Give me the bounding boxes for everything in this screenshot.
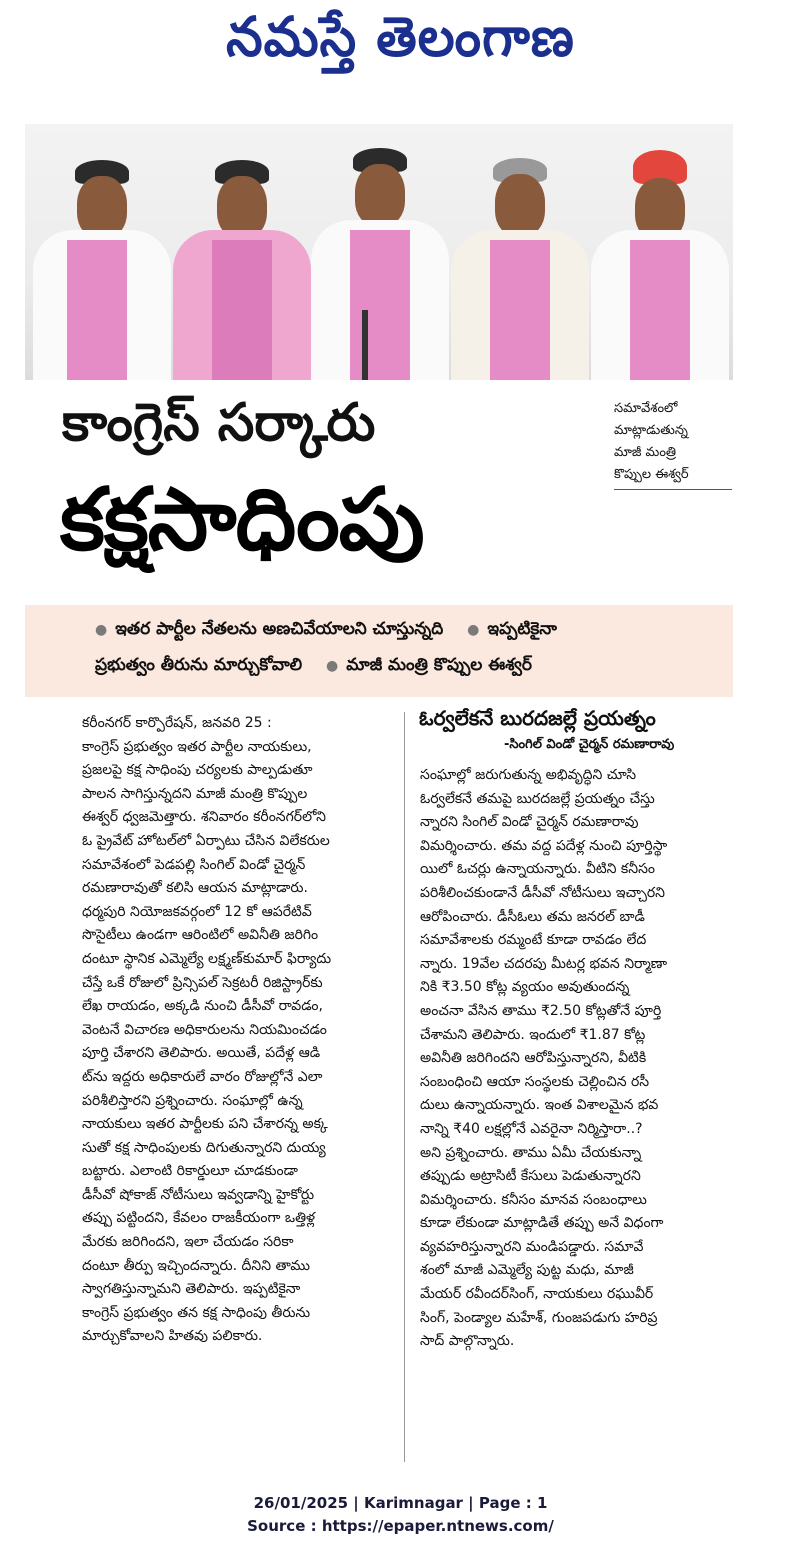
caption-line: మాట్లాడుతున్న <box>614 423 688 438</box>
text-line: రమణారావుతో కలిసి ఆయన మాట్లాడారు. <box>82 880 308 897</box>
text-line: నాయకులు ఇతర పార్టీలకు పని చేశారన్న అక్క <box>82 1116 328 1133</box>
text-line: కాంగ్రెస్ ప్రభుత్వం తన కక్ష సాధింపు తీరును <box>82 1304 311 1321</box>
text-line: సమావేశాలకు రమ్మంటే కూడా రావడం లేద <box>420 932 647 949</box>
text-line: పూర్తి చేశారని తెలిపారు. అయితే, పదేళ్ల ఆడి <box>82 1045 321 1062</box>
column-divider <box>404 712 405 1462</box>
text-line: ఈశ్వర్ ధ్వజమెత్తారు. శనివారం కరీంనగర్‌లోని <box>82 809 326 826</box>
text-line: విమర్శించారు. కనీసం మానవ సంబంధాలు <box>420 1191 647 1208</box>
text-line: దంటూ స్థానిక ఎమ్మెల్యే లక్ష్మణ్‌కుమార్ ఫిర్యాదు <box>82 950 332 967</box>
text-line: నాన్ని ₹40 లక్షల్లోనే ఎవరైనా నిర్మిస్తారా..? <box>420 1120 643 1137</box>
microphone <box>362 310 368 380</box>
photo-caption <box>614 398 734 486</box>
news-photo <box>25 124 733 380</box>
text-line: విమర్శించారు. తమ వద్ద పదేళ్ల నుంచి పూర్తిస్థా <box>420 837 668 854</box>
text-line: మార్చుకోవాలని హితవు పలికారు. <box>82 1328 263 1345</box>
text-line: వెంటనే విచారణ అధికారులను నియమించడం <box>82 1021 327 1038</box>
text-line: అని ప్రశ్నించారు. తాము ఏమీ చేయకున్నా <box>420 1144 642 1161</box>
article-body-left <box>82 712 394 1349</box>
footer-source-link[interactable]: Source : https://epaper.ntnews.com/ <box>247 1517 554 1535</box>
text-line: సంఘాల్లో జరుగుతున్న అభివృద్ధిని చూసి <box>420 767 637 783</box>
bullet-icon: ● <box>467 622 480 638</box>
text-line: ఓర్వలేకనే తమపై బురదజల్లే ప్రయత్నం చేస్తు <box>420 790 655 807</box>
masthead-logo: నమస్తే తెలంగాణ <box>226 6 575 70</box>
text-line: నికి ₹3.50 కోట్ల వ్యయం అవుతుందన్న <box>420 979 630 996</box>
text-line: తప్పుడు అట్రాసిటీ కేసులు పెడుతున్నారని <box>420 1168 641 1185</box>
subhead-line-1: ● ఇతర పార్టీల నేతలను అణచివేయాలని చూస్తున్నది ● ఇప్పటికైనా <box>95 619 557 639</box>
text-line: సంబంధించి ఆయా సంస్థలకు చెల్లించిన రసీ <box>420 1073 650 1090</box>
text-line: సాద్ పాల్గొన్నారు. <box>420 1333 515 1350</box>
text-line: ధర్మపురి నియోజకవర్గంలో 12 కో ఆపరేటివ్ <box>82 903 312 920</box>
text-line: సుతో కక్ష సాధింపులకు దిగుతున్నారని దుయ్య <box>82 1139 326 1156</box>
text-line: సింగ్, పెండ్యాల మహేశ్, గుంజపడుగు హరిప్ర <box>420 1309 658 1326</box>
text-line: ప్రజలపై కక్ష సాధింపు చర్యలకు పాల్పడుతూ <box>82 762 313 779</box>
text-line: మేరకు జరిగిందని, ఇలా చేయడం సరికా <box>82 1234 294 1251</box>
text-line: యిలో ఓచర్లు ఉన్నాయన్నారు. వీటిని కనీసం <box>420 861 655 878</box>
text-line: ఆరోపించారు. డీసీఓలు తమ జనరల్ బాడీ <box>420 908 645 925</box>
text-line: దంటూ తీర్పు ఇచ్చిందన్నారు. దీనిని తాము <box>82 1257 311 1274</box>
side-story-byline: -సింగిల్ విండో చైర్మన్ రమణారావు <box>504 737 675 752</box>
text-line: సమావేశంలో పెడపల్లి సింగిల్ విండో చైర్మన్ <box>82 856 306 873</box>
footer-dateline: 26/01/2025 | Karimnagar | Page : 1 <box>253 1494 548 1512</box>
text-line: స్వాగతిస్తున్నామని తెలిపారు. ఇప్పటికైనా <box>82 1281 301 1298</box>
text-line: డీసీవో షోకాజ్ నోటీసులు ఇవ్వడాన్ని హైకోర్టు <box>82 1186 315 1203</box>
text-line: ట్‌ను ఇద్దరు అధికారులే వారం రోజుల్లోనే ఎలా <box>82 1068 323 1085</box>
text-line: కాంగ్రెస్ ప్రభుత్వం ఇతర పార్టీల నాయకులు, <box>82 738 312 755</box>
caption-rule <box>614 489 732 490</box>
text-line: న్నారు. 19వేల చదరపు మీటర్ల భవన నిర్మాణా <box>420 955 668 972</box>
text-line: కూడా లేకుండా మాట్లాడితే తప్పు అనే విధంగా <box>420 1215 664 1232</box>
text-line: పాలన సాగిస్తున్నదని మాజీ మంత్రి కొప్పుల <box>82 785 308 802</box>
text-line: అంచనా వేసిన తాము ₹2.50 కోట్లతోనే పూర్తి <box>420 1002 662 1019</box>
text-line: పరిశీలిస్తారని ప్రశ్నించారు. సంఘాల్లో ఉన్న <box>82 1092 303 1109</box>
bullet-icon: ● <box>326 658 339 674</box>
text-line: దులు ఉన్నాయన్నారు. ఇంత విశాలమైన భవ <box>420 1097 659 1114</box>
bullet-icon: ● <box>95 622 108 638</box>
text-line: న్నారని సింగిల్ విండో చైర్మన్ రమణారావు <box>420 814 639 831</box>
text-line: వ్యవహరిస్తున్నారని మండిపడ్డారు. సమావే <box>420 1238 644 1255</box>
text-line: పరిశీలించకుండానే డీసీవో నోటీసులు ఇచ్చారని <box>420 884 666 901</box>
subhead-line-2: ప్రభుత్వం తీరును మార్చుకోవాలి ● మాజీ మంత్రి కొప్పుల ఈశ్వర్ <box>95 655 532 675</box>
text-line: చేస్తే ఒకే రోజులో ప్రిన్సిపల్ సెక్రటరీ రిజిస్ట్రార్‌కు <box>82 974 323 991</box>
text-line: లేఖ రాయడం, అక్కడి నుంచి డీసీవో రావడం, <box>82 998 323 1015</box>
headline-line-1: కాంగ్రెస్ సర్కారు <box>62 393 376 453</box>
text-line: చేశామని తెలిపారు. ఇందులో ₹1.87 కోట్ల <box>420 1026 646 1043</box>
subhead-box <box>25 605 733 697</box>
article-body-right <box>420 764 730 1354</box>
caption-line: మాజీ మంత్రి <box>614 445 677 460</box>
text-line: శంలో మాజీ ఎమ్మెల్యే పుట్ట మధు, మాజీ <box>420 1262 634 1279</box>
text-line: ఓ ప్రైవేట్ హోటల్‌లో ఏర్పాటు చేసిన విలేకరుల <box>82 832 330 849</box>
text-line: సొసైటీలు ఉండగా ఆరింటిలో అవినీతి జరిగిం <box>82 927 319 944</box>
text-line: బట్టారు. ఎలాంటి రికార్డులూ చూడకుండా <box>82 1163 298 1180</box>
text-line: అవినీతి జరిగిందని ఆరోపిస్తున్నారని, వీటికి <box>420 1050 647 1067</box>
side-story-heading: ఓర్వలేకనే బురదజల్లే ప్రయత్నం <box>419 706 656 730</box>
text-line: తప్పు పట్టిందని, కేవలం రాజకీయంగా ఒత్తిళ్ల <box>82 1210 316 1227</box>
caption-line: సమావేశంలో <box>614 401 678 416</box>
text-line: మేయర్ రవీందర్‌సింగ్, నాయకులు రఘువీర్ <box>420 1286 654 1303</box>
headline-line-2: కక్షసాధింపు <box>60 470 424 570</box>
text-line: కరీంనగర్ కార్పొరేషన్, జనవరి 25 : <box>82 715 272 731</box>
caption-line: కొప్పుల ఈశ్వర్ <box>614 467 689 482</box>
